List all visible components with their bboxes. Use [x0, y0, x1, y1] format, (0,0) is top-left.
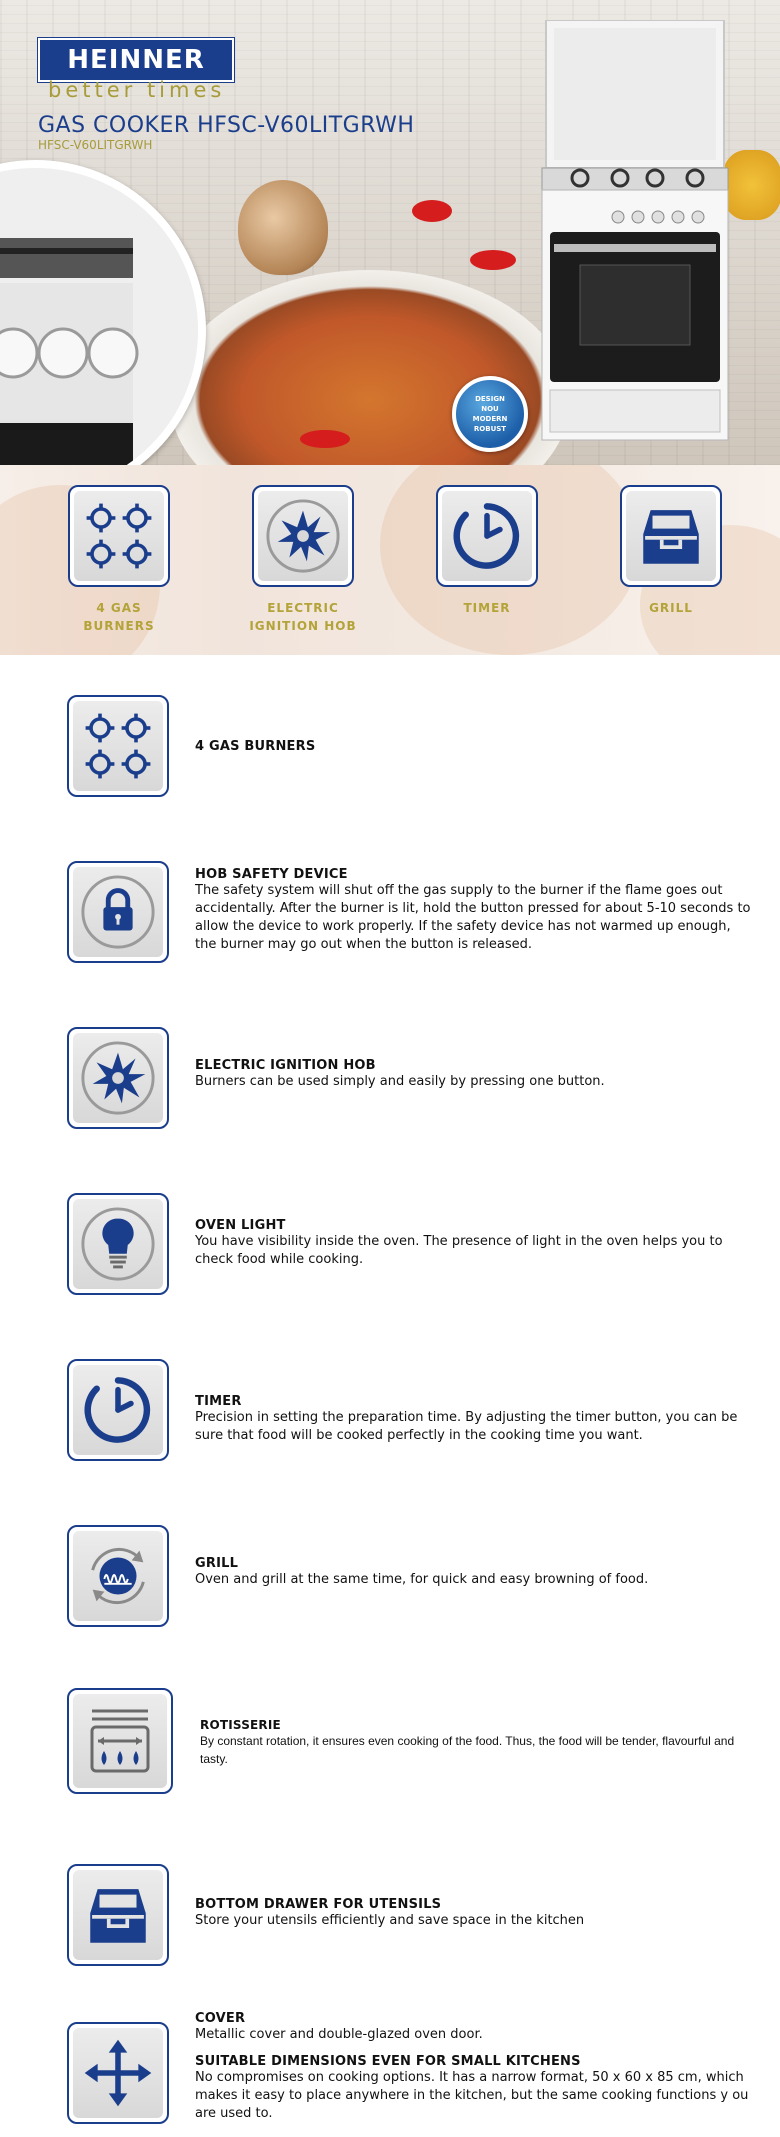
feature-title: COVER [195, 2011, 246, 2026]
feature-title: OVEN LIGHT [195, 1218, 286, 1233]
feature-description: By constant rotation, it ensures even cooking of the food. Thus, the food will be tender, flavourful and tasty. [200, 1734, 735, 1766]
chili-image [412, 200, 452, 222]
lemon-image [722, 150, 780, 220]
feature-title: TIMER [195, 1394, 242, 1409]
feature-description: Oven and grill at the same time, for quick and easy browning of food. [195, 1572, 649, 1587]
gas-burners-icon [67, 695, 169, 797]
electric-ignition-icon [252, 485, 354, 587]
gas-cooker-image [540, 20, 730, 450]
chili-image [470, 250, 516, 270]
feature-title: SUITABLE DIMENSIONS EVEN FOR SMALL KITCHENS [195, 2054, 581, 2069]
feature-description: Store your utensils efficiently and save space in the kitchen [195, 1913, 585, 1928]
grill-icon [67, 1525, 169, 1627]
feature-title: HOB SAFETY DEVICE [195, 867, 348, 882]
feature-title: 4 GAS BURNERS [195, 739, 316, 754]
feature-title: ROTISSERIE [200, 1718, 281, 1732]
feature-description: Precision in setting the preparation time. By adjusting the timer button, you can be sure that food will be cooked perfectly in the cooking time you want. [195, 1410, 738, 1443]
brand-tagline: better times [48, 78, 226, 102]
timer-icon [67, 1359, 169, 1461]
highlight-gas-burners: 4 GAS BURNERS [49, 485, 189, 635]
onion-image [238, 180, 328, 275]
feature-description: No compromises on cooking options. It has a narrow format, 50 x 60 x 85 cm, which makes it easy to place anywhere in the kitchen, but the same cooking functions y ou are used to. [195, 2070, 749, 2121]
grill-drawer-icon [620, 485, 722, 587]
feature-description: Metallic cover and double-glazed oven door. [195, 2027, 483, 2042]
gas-burners-icon [68, 485, 170, 587]
drawer-icon [67, 1864, 169, 1966]
feature-description: You have visibility inside the oven. The presence of light in the oven helps you to check food while cooking. [195, 1234, 723, 1267]
product-title: GAS COOKER HFSC-V60LITGRWH [38, 113, 415, 138]
feature-title: GRILL [195, 1556, 239, 1571]
lock-icon [67, 861, 169, 963]
hero-banner [0, 0, 780, 465]
timer-icon [436, 485, 538, 587]
dimensions-arrows-icon [67, 2022, 169, 2124]
brand-logo: HEINNER [38, 38, 234, 82]
design-badge: DESIGN NOU MODERN ROBUST [452, 376, 528, 452]
highlight-timer: TIMER [417, 485, 557, 617]
highlight-electric-ignition: ELECTRIC IGNITION HOB [233, 485, 373, 635]
rotisserie-icon [67, 1688, 173, 1794]
feature-title: ELECTRIC IGNITION HOB [195, 1058, 376, 1073]
electric-ignition-icon [67, 1027, 169, 1129]
light-bulb-icon [67, 1193, 169, 1295]
feature-description: Burners can be used simply and easily by pressing one button. [195, 1074, 605, 1089]
product-code: HFSC-V60LITGRWH [38, 138, 153, 152]
feature-description: The safety system will shut off the gas supply to the burner if the flame goes out accidentally. After the burner is lit, hold the button pressed for about 5-10 seconds to allow the device to work properly. If the safety device has not warmed up enough, the burner may go out when the button is released. [195, 883, 751, 952]
feature-title: BOTTOM DRAWER FOR UTENSILS [195, 1897, 442, 1912]
highlight-grill: GRILL [601, 485, 741, 617]
chili-image [300, 430, 350, 448]
feature-highlights [0, 465, 780, 655]
knob-zoom-image [0, 160, 206, 465]
